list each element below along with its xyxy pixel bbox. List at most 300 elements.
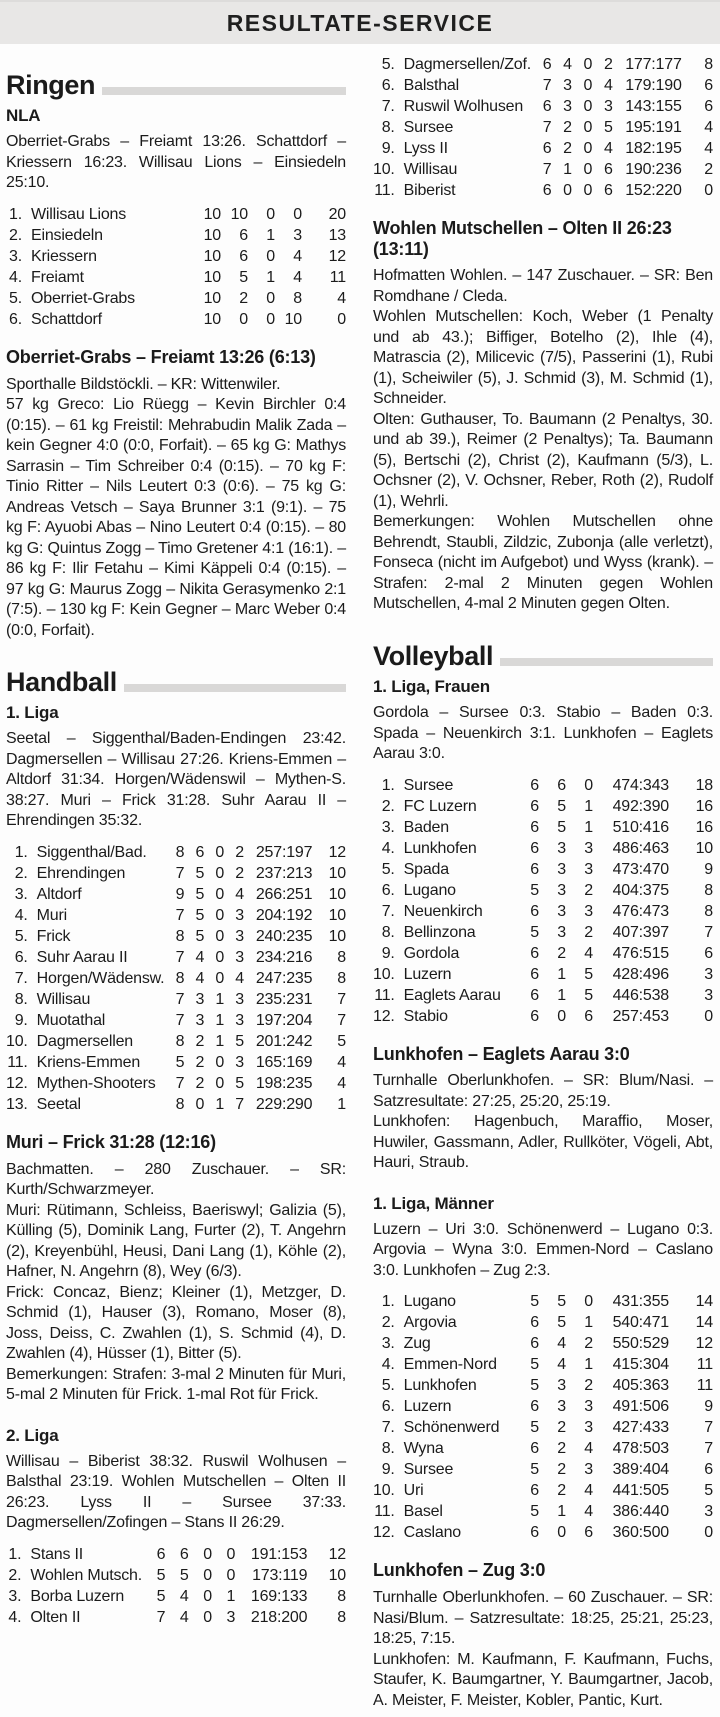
cell-pts: 0: [704, 1524, 713, 1542]
cell-num: 0: [583, 77, 593, 94]
cell-num: 5: [195, 885, 205, 903]
ringen-standings-table: [6, 204, 346, 330]
cell-score: 240:235: [255, 927, 313, 945]
cell-num: 0: [266, 205, 275, 223]
cell-num: 2: [195, 1074, 205, 1092]
cell-num: 4: [584, 1482, 593, 1500]
cell-num: 4: [293, 268, 302, 286]
cell-num: 4: [195, 969, 205, 987]
cell-score: 404:375: [612, 881, 669, 899]
cell-num: 5: [179, 1566, 189, 1584]
cell-team: Olten II: [30, 1608, 81, 1626]
cell-num: 6: [156, 1545, 166, 1563]
cell-num: 5: [530, 1461, 539, 1479]
cell-num: 5: [584, 965, 593, 983]
cell-team: Bellinzona: [403, 923, 476, 941]
cell-score: 478:503: [612, 1440, 669, 1458]
cell-num: 3: [557, 1398, 566, 1416]
right-column: [373, 44, 713, 1717]
cell-rank: 11.: [374, 182, 395, 199]
cell-num: 6: [530, 860, 539, 878]
cell-rank: 4.: [8, 1608, 22, 1626]
cell-num: 2: [557, 1440, 566, 1458]
standings-row: [373, 1006, 713, 1027]
cell-pts: 11: [329, 268, 346, 286]
cell-num: 3: [235, 927, 244, 945]
cell-team: Gordola: [403, 944, 460, 962]
cell-score: 169:133: [250, 1587, 308, 1605]
cell-pts: 10: [695, 839, 713, 857]
cell-team: Lugano: [403, 1293, 456, 1311]
volleyball-frauen-results: Gordola – Sursee 0:3. Stabio – Baden 0:3. Spada – Neuenkirch 3:1. Lunkhofen – Eaglets Aarau 3:0.: [373, 704, 713, 763]
handball-2liga-results: Willisau – Biberist 38:32. Ruswil Wolhusen – Balsthal 23:19. Wohlen Mutschellen – Olten II 26:23. Lyss II – Sursee 37:33. Dagmersellen/Zofingen – Stans II 26:29.: [6, 1452, 346, 1532]
cell-team: Schönenwerd: [403, 1419, 500, 1437]
cell-pts: 8: [337, 1587, 346, 1605]
cell-rank: 3.: [381, 818, 395, 836]
cell-pts: 4: [337, 289, 346, 307]
cell-num: 5: [530, 1419, 539, 1437]
standings-row: [6, 1565, 346, 1586]
cell-num: 6: [530, 818, 539, 836]
cell-num: 6: [530, 797, 539, 815]
standings-row: [373, 96, 713, 117]
standings-row: [373, 880, 713, 901]
cell-score: 491:506: [612, 1398, 669, 1416]
cell-team: Balsthal: [403, 77, 459, 94]
cell-num: 7: [235, 1095, 244, 1113]
standings-row: [6, 905, 346, 926]
cell-score: 201:242: [255, 1032, 313, 1050]
cell-num: 6: [239, 226, 248, 244]
report-line: Sporthalle Bildstöckli. – KR: Wittenwiler.: [6, 375, 281, 393]
cell-team: Kriens-Emmen: [36, 1053, 141, 1071]
cell-team: Spada: [403, 860, 449, 878]
standings-row: [6, 309, 346, 330]
cell-pts: 8: [337, 1608, 346, 1626]
standings-row: [6, 1607, 346, 1628]
cell-pts: 11: [696, 1377, 713, 1395]
standings-row: [6, 1586, 346, 1607]
cell-pts: 7: [704, 1440, 713, 1458]
cell-rank: 3.: [381, 1335, 395, 1353]
league-label-frauen: 1. Liga, Frauen: [373, 677, 490, 697]
cell-num: 4: [179, 1587, 189, 1605]
cell-team: Dagmersellen/Zof.: [403, 56, 531, 73]
cell-num: 1: [563, 161, 572, 178]
cell-num: 2: [195, 1032, 205, 1050]
cell-num: 2: [557, 1482, 566, 1500]
match-heading-wohlen-olten: Wohlen Mutschellen – Olten II 26:23 (13:11): [373, 218, 672, 259]
cell-num: 4: [557, 1335, 566, 1353]
report-line: Frick: Concaz, Bienz; Kleiner (1), Metzger, D. Schmid (1), Hauser (3), Romano, Moser (8), Joss, Deiss, C. Zwahlen (1), S. Schmid (4), D. Zwahlen (4), Hüsser (1), Bitter (5).: [6, 1283, 346, 1363]
cell-num: 7: [542, 119, 552, 136]
cell-pts: 7: [337, 1011, 346, 1029]
cell-num: 6: [530, 1398, 539, 1416]
cell-pts: 8: [704, 881, 713, 899]
cell-num: 8: [175, 843, 185, 861]
cell-pts: 20: [328, 205, 346, 223]
cell-pts: 3: [704, 1503, 713, 1521]
cell-score: 177:177: [625, 56, 682, 73]
cell-num: 5: [557, 818, 566, 836]
cell-num: 6: [239, 247, 248, 265]
cell-num: 2: [584, 1335, 593, 1353]
cell-num: 5: [156, 1587, 166, 1605]
cell-pts: 3: [704, 986, 713, 1004]
standings-row: [373, 75, 713, 96]
cell-pts: 3: [704, 965, 713, 983]
cell-num: 6: [584, 1007, 593, 1025]
cell-rank: 2.: [9, 226, 22, 244]
cell-num: 3: [584, 1461, 593, 1479]
report-line: Hofmatten Wohlen. – 147 Zuschauer. – SR: Ben Romdhane / Cleda.: [373, 267, 713, 305]
cell-rank: 3.: [9, 247, 22, 265]
standings-row: [6, 246, 346, 267]
cell-team: Eaglets Aarau: [403, 986, 501, 1004]
cell-rank: 5.: [14, 927, 28, 945]
masthead: [0, 0, 720, 44]
handball-1liga-results: Seetal – Siggenthal/Baden-Endingen 23:42. Dagmersellen – Willisau 27:26. Kriens-Emmen – Altdorf 31:34. Horgen/Wädenswil – Mythen-S. 38:27. Muri – Frick 31:28. Suhr Aarau II – Ehrendingen 35:32.: [6, 730, 346, 830]
cell-num: 4: [584, 1503, 593, 1521]
cell-rank: 2.: [14, 864, 28, 882]
cell-score: 173:119: [252, 1566, 308, 1584]
cell-num: 7: [175, 906, 185, 924]
cell-num: 6: [530, 1335, 539, 1353]
cell-num: 3: [557, 1377, 566, 1395]
cell-score: 247:235: [255, 969, 313, 987]
cell-score: 441:505: [612, 1482, 669, 1500]
cell-team: Stans II: [30, 1545, 84, 1563]
cell-rank: 2.: [381, 1314, 395, 1332]
cell-pts: 12: [328, 843, 346, 861]
cell-num: 3: [584, 1398, 593, 1416]
cell-num: 0: [215, 1074, 225, 1092]
cell-num: 6: [542, 140, 552, 157]
cell-rank: 10.: [373, 161, 395, 178]
cell-num: 4: [293, 247, 302, 265]
cell-num: 3: [235, 948, 244, 966]
cell-team: Mythen-Shooters: [36, 1074, 156, 1092]
cell-num: 2: [563, 140, 572, 157]
cell-num: 5: [195, 927, 205, 945]
cell-rank: 8.: [381, 923, 395, 941]
cell-team: Borba Luzern: [30, 1587, 125, 1605]
standings-row: [373, 159, 713, 180]
cell-num: 5: [530, 1377, 539, 1395]
cell-pts: 13: [328, 226, 346, 244]
standings-row: [373, 1438, 713, 1459]
standings-row: [373, 901, 713, 922]
cell-num: 2: [235, 864, 244, 882]
cell-num: 0: [584, 1293, 593, 1311]
cell-num: 6: [530, 902, 539, 920]
cell-pts: 0: [704, 182, 713, 199]
league-label-1liga: 1. Liga: [6, 703, 59, 723]
cell-num: 7: [156, 1608, 166, 1626]
cell-num: 3: [584, 839, 593, 857]
cell-rank: 9.: [381, 944, 395, 962]
cell-rank: 7.: [14, 969, 28, 987]
standings-row: [6, 225, 346, 246]
cell-pts: 16: [695, 797, 713, 815]
cell-score: 234:216: [255, 948, 313, 966]
cell-rank: 8.: [381, 1440, 395, 1458]
cell-rank: 7.: [381, 98, 395, 115]
cell-score: 266:251: [255, 885, 313, 903]
standings-row: [373, 775, 713, 796]
cell-team: Caslano: [403, 1524, 461, 1542]
handball-2liga-standings-table-part1: [6, 1544, 346, 1628]
cell-num: 5: [235, 1074, 244, 1092]
cell-pts: 16: [695, 818, 713, 836]
cell-team: Einsiedeln: [31, 226, 103, 244]
cell-num: 3: [235, 1053, 244, 1071]
section-title-volleyball: Volleyball: [373, 640, 494, 671]
cell-num: 5: [584, 986, 593, 1004]
standings-row: [6, 842, 346, 863]
standings-row: [6, 947, 346, 968]
cell-num: 3: [226, 1608, 236, 1626]
match-report-lunkhofen-eaglets: [373, 1071, 713, 1174]
cell-rank: 12.: [373, 1007, 395, 1025]
cell-num: 7: [542, 77, 552, 94]
standings-row: [6, 1544, 346, 1565]
report-line: Olten: Guthauser, To. Baumann (2 Penaltys, 30. und ab 39.), Reimer (2 Penaltys); Ta. Baumann (5), Bertschi (2), Christ (2), Kaufmann (5/3), L. Ochsner (2), V. Ochsner, Reber, Roth (2), Rudolf (1), Wehrli.: [373, 410, 713, 510]
cell-team: Sursee: [403, 119, 454, 136]
standings-row: [373, 117, 713, 138]
cell-team: Dagmersellen: [36, 1032, 133, 1050]
ringen-results: Oberriet-Grabs – Freiamt 13:26. Schattdorf – Kriessern 16:23. Willisau Lions – Einsiedeln 25:10.: [6, 133, 346, 192]
cell-rank: 12.: [6, 1074, 28, 1092]
cell-num: 0: [215, 948, 225, 966]
cell-num: 6: [195, 843, 205, 861]
cell-num: 5: [530, 881, 539, 899]
cell-num: 5: [530, 1293, 539, 1311]
cell-num: 0: [215, 969, 225, 987]
cell-rank: 4.: [381, 839, 395, 857]
standings-row: [6, 288, 346, 309]
cell-pts: 10: [328, 927, 346, 945]
cell-pts: 9: [704, 1398, 713, 1416]
cell-rank: 4.: [14, 906, 28, 924]
cell-num: 3: [557, 860, 566, 878]
standings-row: [6, 1052, 346, 1073]
cell-rank: 13.: [6, 1095, 28, 1113]
cell-num: 4: [235, 885, 244, 903]
cell-num: 4: [195, 948, 205, 966]
cell-team: Altdorf: [36, 885, 82, 903]
cell-score: 431:355: [612, 1293, 669, 1311]
cell-score: 405:363: [612, 1377, 669, 1395]
cell-score: 427:433: [612, 1419, 669, 1437]
cell-num: 5: [239, 268, 248, 286]
standings-row: [373, 1312, 713, 1333]
league-label-maenner: 1. Liga, Männer: [373, 1193, 494, 1213]
cell-num: 4: [235, 969, 244, 987]
cell-num: 4: [179, 1608, 189, 1626]
cell-num: 1: [584, 1356, 593, 1374]
cell-team: Luzern: [403, 965, 452, 983]
cell-score: 446:538: [612, 986, 669, 1004]
cell-num: 0: [583, 98, 593, 115]
cell-num: 1: [557, 965, 566, 983]
cell-pts: 5: [337, 1032, 346, 1050]
volleyball-maenner-results: Luzern – Uri 3:0. Schönenwerd – Lugano 0:3. Argovia – Wyna 3:0. Emmen-Nord – Caslano 3:0. Lunkhofen – Zug 2:3.: [373, 1220, 713, 1279]
cell-team: Kriessern: [31, 247, 97, 265]
cell-num: 3: [235, 906, 244, 924]
cell-num: 6: [530, 944, 539, 962]
standings-row: [6, 926, 346, 947]
cell-num: 4: [584, 1440, 593, 1458]
cell-num: 0: [226, 1545, 236, 1563]
cell-team: Argovia: [403, 1314, 457, 1332]
cell-pts: 10: [328, 885, 346, 903]
standings-row: [373, 1459, 713, 1480]
cell-team: Lyss II: [403, 140, 448, 157]
match-heading-muri-frick: Muri – Frick 31:28 (12:16): [6, 1131, 216, 1152]
cell-rank: 4.: [9, 268, 22, 286]
cell-num: 6: [530, 1314, 539, 1332]
standings-row: [373, 54, 713, 75]
cell-team: Willisau: [36, 990, 91, 1008]
cell-rank: 6.: [381, 881, 395, 899]
page-title: RESULTATE-SERVICE: [226, 9, 494, 36]
cell-num: 0: [203, 1587, 212, 1605]
standings-row: [6, 968, 346, 989]
cell-num: 2: [557, 1461, 566, 1479]
standings-row: [6, 1031, 346, 1052]
volleyball-maenner-standings-table: [373, 1291, 713, 1543]
cell-num: 0: [239, 310, 248, 328]
cell-num: 4: [557, 1356, 566, 1374]
cell-rank: 10.: [373, 1482, 395, 1500]
cell-score: 257:453: [612, 1007, 669, 1025]
cell-team: Frick: [36, 927, 71, 945]
cell-num: 0: [215, 843, 225, 861]
cell-team: Sursee: [403, 1461, 454, 1479]
cell-num: 8: [175, 1095, 185, 1113]
cell-num: 5: [557, 1314, 566, 1332]
cell-num: 8: [175, 969, 185, 987]
cell-num: 3: [235, 1011, 244, 1029]
cell-rank: 2.: [381, 797, 395, 815]
cell-rank: 1.: [381, 1293, 395, 1311]
cell-score: 386:440: [612, 1503, 669, 1521]
cell-score: 237:213: [255, 864, 313, 882]
cell-pts: 11: [696, 1356, 713, 1374]
cell-rank: 6.: [9, 310, 22, 328]
match-report-lunkhofen-zug: [373, 1588, 713, 1711]
content-columns: [0, 44, 720, 1717]
cell-num: 7: [175, 990, 185, 1008]
cell-team: Stabio: [403, 1007, 448, 1025]
cell-num: 1: [584, 1314, 593, 1332]
heading-rule: [124, 684, 346, 692]
cell-num: 3: [603, 98, 613, 115]
report-line: Lunkhofen: Hagenbuch, Maraffio, Moser, Huwiler, Gassmann, Adler, Rullköter, Vögeli, Abt, Hauri, Straub.: [373, 1113, 713, 1172]
cell-pts: 1: [337, 1095, 346, 1113]
cell-num: 0: [215, 927, 225, 945]
cell-rank: 5.: [381, 860, 395, 878]
cell-rank: 1.: [14, 843, 28, 861]
cell-rank: 4.: [381, 1356, 395, 1374]
standings-row: [6, 1073, 346, 1094]
cell-rank: 11.: [374, 1503, 395, 1521]
cell-score: 218:200: [250, 1608, 308, 1626]
report-line: Bachmatten. – 280 Zuschauer. – SR: Kurth/Schwarzmeyer.: [6, 1160, 346, 1199]
cell-score: 229:290: [255, 1095, 313, 1113]
cell-num: 0: [195, 1095, 205, 1113]
cell-num: 10: [203, 289, 221, 307]
cell-num: 1: [215, 1011, 225, 1029]
match-report-oberriet-freiamt: [6, 375, 346, 642]
cell-num: 2: [195, 1053, 205, 1071]
cell-team: Luzern: [403, 1398, 452, 1416]
volleyball-frauen-standings-table: [373, 775, 713, 1027]
standings-row: [373, 1354, 713, 1375]
cell-num: 6: [530, 1524, 539, 1542]
cell-num: 8: [175, 927, 185, 945]
cell-num: 4: [584, 944, 593, 962]
cell-team: Seetal: [36, 1095, 81, 1113]
cell-num: 6: [530, 1007, 539, 1025]
cell-num: 1: [215, 1032, 225, 1050]
standings-row: [6, 267, 346, 288]
cell-team: FC Luzern: [403, 797, 477, 815]
cell-pts: 14: [695, 1293, 713, 1311]
cell-score: 195:191: [625, 119, 682, 136]
cell-pts: 14: [695, 1314, 713, 1332]
cell-num: 0: [583, 140, 593, 157]
cell-pts: 6: [704, 944, 713, 962]
cell-rank: 1.: [381, 776, 395, 794]
cell-rank: 5.: [9, 289, 22, 307]
cell-num: 5: [156, 1566, 166, 1584]
cell-score: 415:304: [612, 1356, 669, 1374]
cell-num: 2: [584, 923, 593, 941]
cell-rank: 10.: [373, 965, 395, 983]
standings-row: [373, 922, 713, 943]
standings-row: [373, 1396, 713, 1417]
cell-team: Baden: [403, 818, 449, 836]
cell-pts: 4: [704, 140, 713, 157]
cell-pts: 4: [337, 1053, 346, 1071]
cell-team: Willisau: [403, 161, 458, 178]
report-line: Lunkhofen: M. Kaufmann, F. Kaufmann, Fuchs, Staufer, K. Baumgartner, Y. Baumgartner, Jacob, A. Meister, F. Meister, Kobler, Pantic, Kurt.: [373, 1650, 713, 1709]
cell-pts: 0: [704, 1007, 713, 1025]
cell-num: 4: [603, 77, 613, 94]
report-line: Wohlen Mutschellen: Koch, Weber (1 Penalty und ab 43.); Biffiger, Botelho (2), Ihle (4), Matrascia (2), Milicevic (7/5), Passerini (1), Rubi (1), Scheiwiler (5), J. Schmid (3), M. Schmid (1), Schneider.: [373, 308, 713, 408]
cell-team: Ehrendingen: [36, 864, 126, 882]
cell-team: Ruswil Wolhusen: [403, 98, 524, 115]
cell-team: Schattdorf: [31, 310, 102, 328]
cell-team: Muri: [36, 906, 67, 924]
cell-num: 10: [284, 310, 302, 328]
cell-pts: 4: [337, 1074, 346, 1092]
cell-num: 10: [230, 205, 248, 223]
cell-num: 5: [175, 1053, 185, 1071]
cell-rank: 3.: [8, 1587, 22, 1605]
cell-num: 7: [175, 948, 185, 966]
cell-rank: 1.: [8, 1545, 22, 1563]
cell-rank: 9.: [14, 1011, 28, 1029]
cell-num: 6: [530, 965, 539, 983]
cell-num: 1: [215, 990, 225, 1008]
cell-num: 6: [557, 776, 566, 794]
standings-row: [373, 964, 713, 985]
cell-pts: 6: [704, 77, 713, 94]
cell-num: 3: [195, 990, 205, 1008]
